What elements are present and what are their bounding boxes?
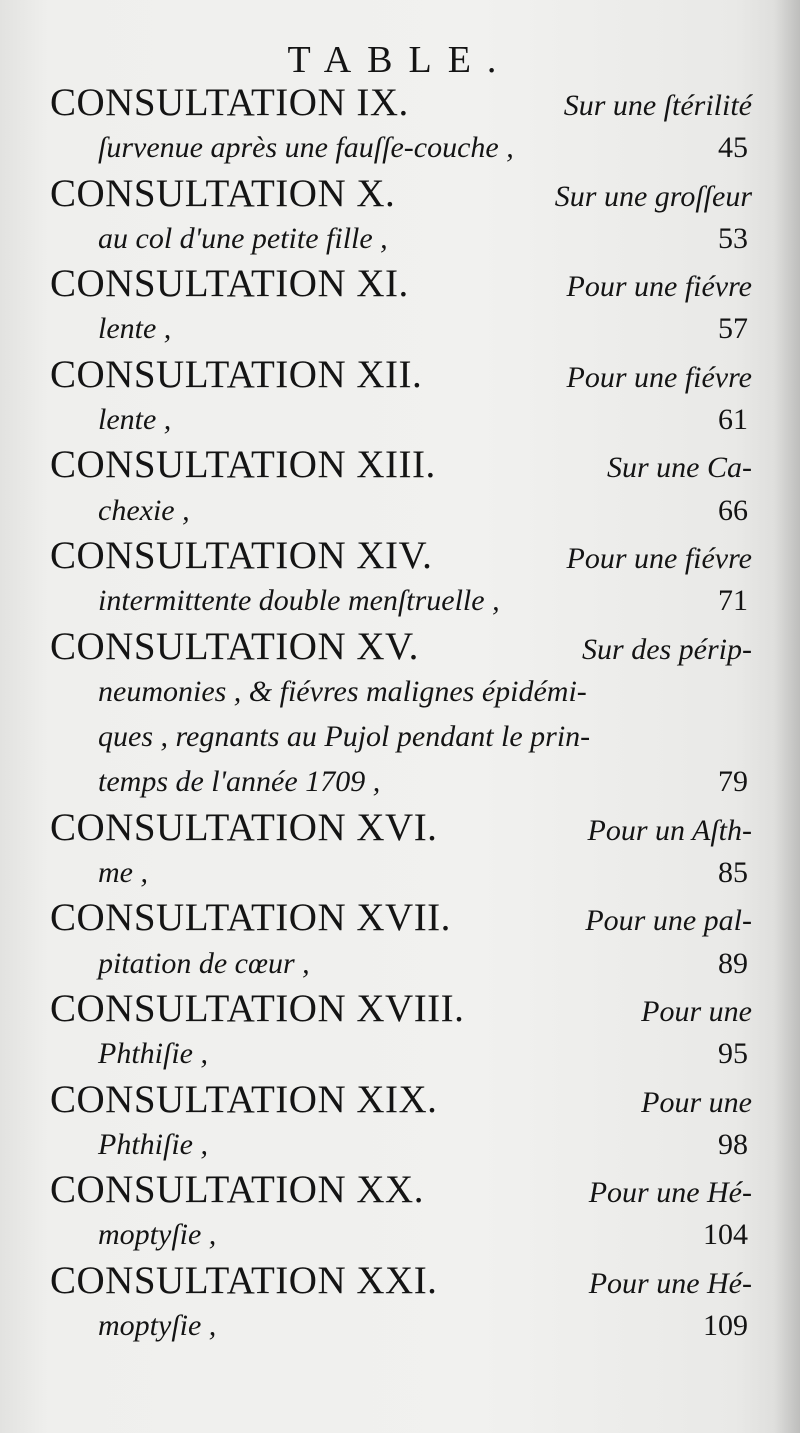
page-number: 57: [718, 312, 748, 346]
entry-heading-line: [50, 895, 752, 940]
consultation-heading: CONSULTATION XII.: [50, 352, 423, 396]
consultation-subject-continued: lente ,: [98, 403, 172, 437]
consultation-subject: Sur une groſſeur: [554, 179, 752, 213]
consultation-subject-continued: pitation de cœur ,: [98, 946, 310, 980]
consultation-subject: Pour une fiévre: [566, 360, 752, 394]
entry-heading-line: [50, 805, 752, 850]
entry-continuation-line: [50, 306, 752, 351]
entry-continuation-line: [50, 216, 752, 261]
page-number: 61: [718, 403, 748, 437]
consultation-heading: CONSULTATION XI.: [50, 262, 409, 306]
entry-continuation-line: [50, 1212, 752, 1257]
toc-entry: [50, 1258, 752, 1349]
page-number: 71: [718, 584, 748, 618]
consultation-subject: Pour une: [641, 1085, 752, 1119]
entry-heading-line: [50, 624, 752, 669]
consultation-subject-continued: au col d'une petite fille ,: [98, 221, 388, 255]
toc-entry: [50, 352, 752, 443]
page-number: 98: [718, 1127, 748, 1161]
entry-heading-line: [50, 1258, 752, 1303]
consultation-heading: CONSULTATION XVIII.: [50, 986, 465, 1030]
entry-continuation-line: [50, 850, 752, 895]
toc-entry: [50, 624, 752, 805]
toc-entry: [50, 1077, 752, 1168]
running-head: TABLE.: [287, 39, 513, 81]
page-number: 53: [718, 221, 748, 255]
entry-heading-line: [50, 1167, 752, 1212]
toc-entry: [50, 442, 752, 533]
toc-entry: [50, 261, 752, 352]
consultation-subject-continued: neumonies , & fiévres malignes épidémi-: [98, 674, 587, 708]
consultation-subject: Pour une: [641, 994, 752, 1028]
consultation-subject-continued: me ,: [98, 856, 148, 890]
consultation-subject-continued: chexie ,: [98, 493, 190, 527]
entry-heading-line: [50, 986, 752, 1031]
consultation-subject-continued: temps de l'année 1709 ,: [98, 765, 381, 799]
consultation-heading: CONSULTATION XIV.: [50, 533, 433, 577]
entry-continuation-line: [50, 397, 752, 442]
consultation-subject-continued: lente ,: [98, 312, 172, 346]
consultation-heading: CONSULTATION XV.: [50, 624, 419, 668]
page-number: 109: [703, 1309, 748, 1343]
entry-continuation-line: [50, 125, 752, 170]
page-number: 45: [718, 131, 748, 165]
page-number: 66: [718, 493, 748, 527]
page-number: 85: [718, 856, 748, 890]
toc-entry: [50, 171, 752, 262]
table-of-contents: [50, 80, 752, 1348]
consultation-subject: Pour une Hé-: [588, 1176, 752, 1210]
entry-heading-line: [50, 171, 752, 216]
page-number: 79: [718, 765, 748, 799]
consultation-heading: CONSULTATION XVII.: [50, 896, 451, 940]
consultation-subject-continued: Phthiſie ,: [98, 1127, 208, 1161]
toc-entry: [50, 986, 752, 1077]
entry-heading-line: [50, 261, 752, 306]
entry-continuation-line: [50, 1303, 752, 1348]
entry-continuation-line: [50, 488, 752, 533]
toc-entry: [50, 805, 752, 896]
entry-heading-line: [50, 1077, 752, 1122]
entry-continuation-line: [50, 941, 752, 986]
consultation-subject: Pour une fiévre: [566, 270, 752, 304]
consultation-subject: Pour une Hé-: [588, 1266, 752, 1300]
consultation-subject: Sur une Ca-: [607, 451, 752, 485]
page-number: 89: [718, 946, 748, 980]
toc-entry: [50, 1167, 752, 1258]
consultation-heading: CONSULTATION X.: [50, 171, 396, 215]
consultation-heading: CONSULTATION IX.: [50, 81, 409, 124]
page-edge-shadow: [774, 0, 800, 1433]
entry-continuation-line: [50, 1122, 752, 1167]
entry-continuation-line: [50, 669, 752, 714]
toc-entry: [50, 80, 752, 171]
consultation-subject-continued: moptyſie ,: [98, 1309, 217, 1343]
consultation-heading: CONSULTATION XVI.: [50, 805, 438, 849]
toc-entry: [50, 895, 752, 986]
consultation-subject-continued: Phthiſie ,: [98, 1037, 208, 1071]
consultation-heading: CONSULTATION XXI.: [50, 1258, 438, 1302]
consultation-subject-continued: ques , regnants au Pujol pendant le prin-: [98, 720, 591, 754]
page-number: 95: [718, 1037, 748, 1071]
page-number: 104: [703, 1218, 748, 1252]
consultation-subject-continued: moptyſie ,: [98, 1218, 217, 1252]
entry-heading-line: [50, 533, 752, 578]
entry-continuation-line: [50, 1031, 752, 1076]
consultation-subject: Sur des périp-: [582, 632, 752, 666]
entry-continuation-line: [50, 759, 752, 804]
consultation-subject-continued: intermittente double menſtruelle ,: [98, 584, 500, 618]
consultation-subject-continued: ſurvenue après une fauſſe-couche ,: [98, 131, 514, 165]
consultation-subject: Pour une pal-: [585, 904, 752, 938]
consultation-subject: Pour un Aſth-: [587, 813, 752, 847]
entry-heading-line: [50, 352, 752, 397]
entry-continuation-line: [50, 578, 752, 623]
entry-continuation-line: [50, 714, 752, 759]
entry-heading-line: [50, 80, 752, 125]
consultation-heading: CONSULTATION XIX.: [50, 1077, 438, 1121]
consultation-subject: Pour une fiévre: [566, 541, 752, 575]
entry-heading-line: [50, 442, 752, 487]
toc-entry: [50, 533, 752, 624]
consultation-subject: Sur une ſtérilité: [563, 89, 752, 122]
consultation-heading: CONSULTATION XX.: [50, 1168, 424, 1212]
consultation-heading: CONSULTATION XIII.: [50, 443, 436, 487]
